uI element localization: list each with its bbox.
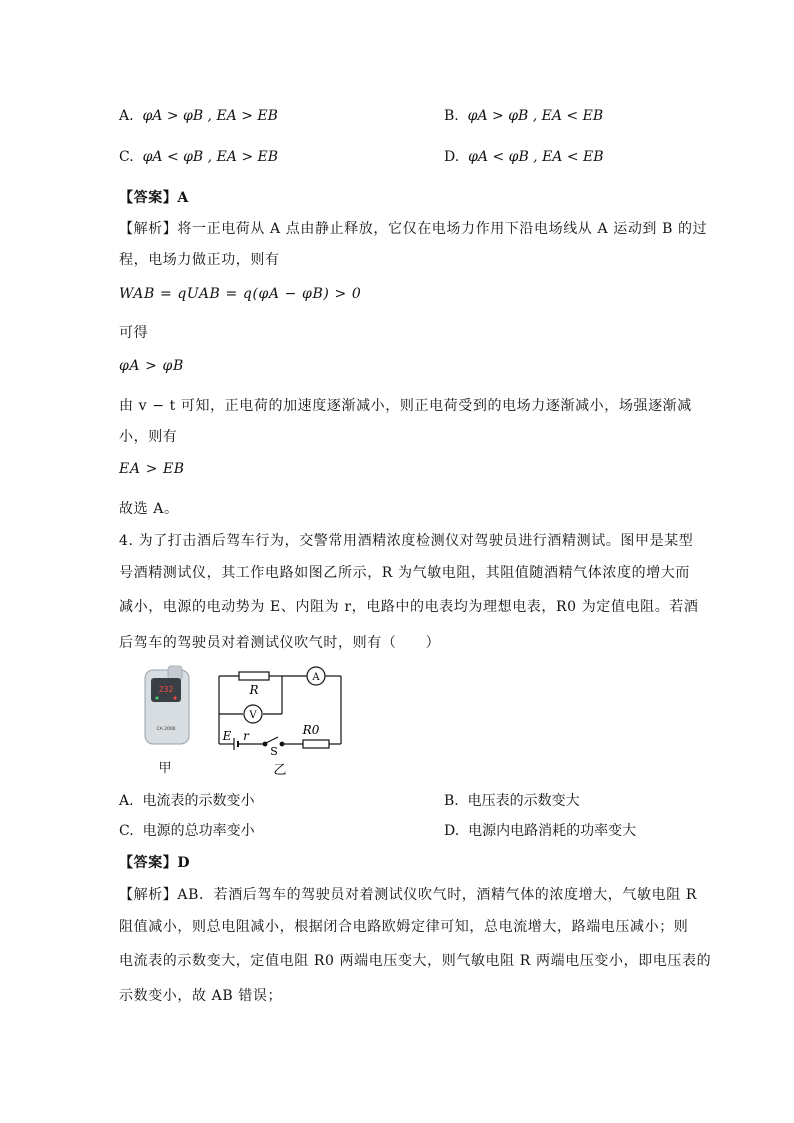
label-s: S	[270, 745, 278, 758]
option-d-q4: D. 电源内电路消耗的功率变大	[444, 823, 637, 839]
device-model-label: CA 2000	[156, 727, 176, 732]
analysis-q4-line3: 电流表的示数变大，定值电阻 R0 两端电压变大，则气敏电阻 R 两端电压变小，即电压表的	[119, 953, 712, 969]
equation-work: WAB = qUAB = q(φA − φB) > 0	[119, 286, 362, 302]
switch-s	[266, 737, 278, 743]
question4-line2: 号酒精测试仪，其工作电路如图乙所示，R 为气敏电阻，其阻值随酒精气体浓度的增大而	[119, 565, 690, 581]
question4-line1: 4. 为了打击酒后驾车行为，交警常用酒精浓度检测仪对驾驶员进行酒精测试。图甲是某型	[119, 533, 694, 549]
option-b-q4: B. 电压表的示数变大	[444, 793, 580, 809]
device-display: 232	[158, 685, 174, 694]
analysis-q3-line1: 【解析】将一正电荷从 A 点由静止释放，它仅在电场力作用下沿电场线从 A 运动到 B 的过	[119, 221, 708, 237]
analysis-q3-line5: 小，则有	[119, 429, 178, 445]
breathalyzer-device-image	[145, 666, 189, 744]
option-a-q3: A. φA > φB , EA > EB	[119, 108, 278, 124]
label-jia: 甲	[158, 761, 172, 776]
analysis-q4-line2: 阻值减小，则总电阻减小，根据闭合电路欧姆定律可知，总电流增大，路端电压减小；则	[119, 919, 689, 935]
analysis-q4-line4: 示数变小，故 AB 错误；	[119, 988, 283, 1004]
question4-line4: 后驾车的驾驶员对着测试仪吹气时，则有（ ）	[119, 635, 441, 651]
equation-potential: φA > φB	[119, 358, 184, 374]
option-c-q3: C. φA < φB , EA > EB	[119, 149, 279, 165]
option-b-q3: B. φA > φB , EA < EB	[444, 108, 604, 124]
analysis-q4-line1: 【解析】AB．若酒后驾车的驾驶员对着测试仪吹气时，酒精气体的浓度增大，气敏电阻 R	[119, 887, 697, 903]
analysis-q3-line4: 由 v − t 可知，正电荷的加速度逐渐减小，则正电荷受到的电场力逐渐减小，场强逐渐减	[119, 398, 692, 414]
analysis-q3-line3: 可得	[119, 325, 149, 341]
label-v: V	[249, 710, 257, 721]
label-e: E	[222, 729, 232, 743]
analysis-q3-line2: 程，电场力做正功，则有	[119, 252, 280, 268]
answer-q4: 【答案】D	[119, 855, 191, 871]
figure-breathalyzer-circuit	[135, 664, 355, 779]
option-c-q4: C. 电源的总功率变小	[119, 823, 255, 839]
option-a-q4: A. 电流表的示数变小	[119, 793, 255, 809]
question4-line3: 减小，电源的电动势为 E、内阻为 r，电路中的电表均为理想电表，R0 为定值电阻。若酒	[119, 599, 699, 615]
analysis-q3-line6: 故选 A。	[119, 501, 179, 517]
option-d-q3: D. φA < φB , EA < EB	[444, 149, 604, 165]
circuit-diagram	[219, 667, 341, 750]
equation-field: EA > EB	[119, 461, 185, 477]
label-small-r: r	[243, 729, 249, 743]
label-a: A	[312, 672, 320, 683]
label-r0: R0	[302, 723, 320, 737]
resistor-r0	[303, 740, 329, 748]
answer-q3: 【答案】A	[119, 190, 189, 206]
resistor-r	[239, 672, 269, 680]
label-yi: 乙	[273, 763, 287, 778]
label-r: R	[249, 683, 259, 697]
